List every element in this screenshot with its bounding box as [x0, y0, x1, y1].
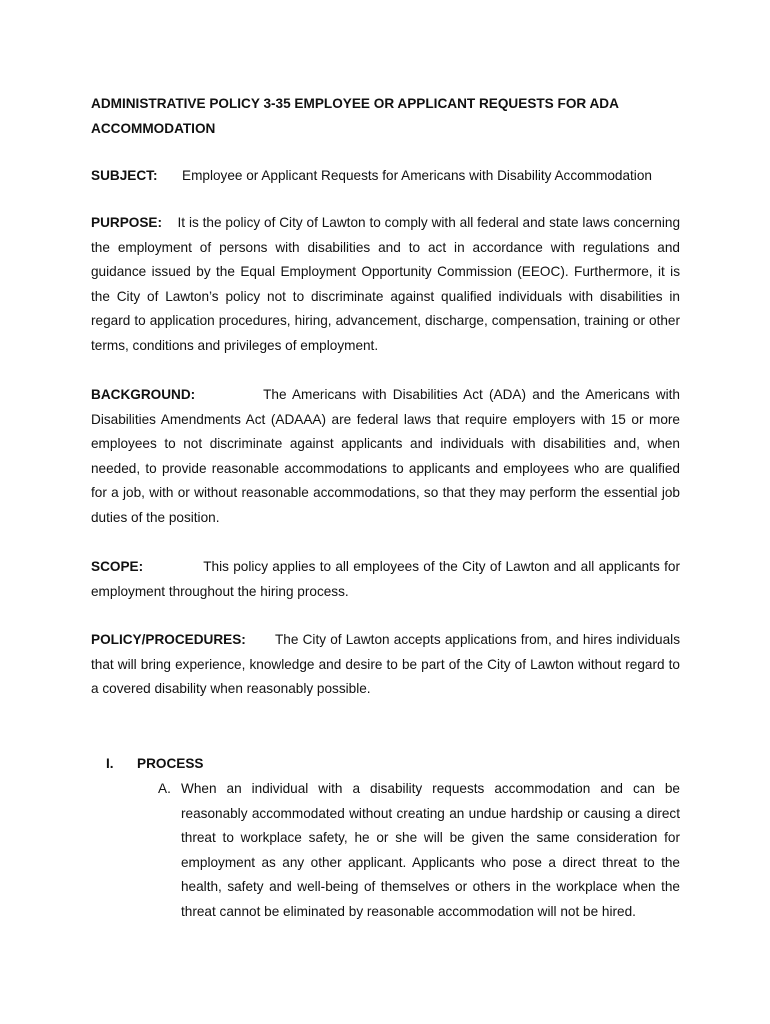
item-marker: A. [158, 781, 171, 796]
scope-section [91, 555, 680, 604]
subject-text: Employee or Applicant Requests for Americans with Disability Accommodation [182, 168, 652, 183]
scope-label: SCOPE: [91, 559, 144, 574]
policy-section [91, 628, 680, 702]
subject-label: SUBJECT: [91, 168, 158, 183]
purpose-label: PURPOSE: [91, 215, 163, 230]
subject-section [91, 164, 680, 188]
process-title: PROCESS [137, 756, 204, 771]
document-title: ADMINISTRATIVE POLICY 3-35 EMPLOYEE OR APPLICANT REQUESTS FOR ADA ACCOMMODATION [91, 96, 619, 136]
process-item-a [158, 777, 680, 925]
policy-text: The City of Lawton accepts applications from, and hires individuals that will bring experience, knowledge and desire to be part of the City of Lawton without regard to a covered disability when reasonably possible. [91, 632, 680, 697]
item-text: When an individual with a disability requests accommodation and can be reasonably accommodated without creating an undue hardship or causing a direct threat to workplace safety, he or she will be given the same consideration for employment as any other applicant. Applicants who pose a direct threat to the health, safety and well-being of themselves or others in the workplace when the threat cannot be eliminated by reasonable accommodation will not be hired. [181, 781, 680, 919]
policy-label: POLICY/PROCEDURES: [91, 632, 246, 647]
process-numeral: I. [106, 756, 114, 771]
purpose-text: It is the policy of City of Lawton to comply with all federal and state laws concerning the employment of persons with disabilities and to act in accordance with regulations and guidance issued by the Equal Employment Opportunity Commission (EEOC). Furthermore, it is the City of Lawton’s policy not to discriminate against qualified individuals with disabilities in regard to application procedures, hiring, advancement, discharge, compensation, training or other terms, conditions and privileges of employment. [91, 215, 681, 353]
background-text: The Americans with Disabilities Act (ADA) and the Americans with Disabilities Amendments Act (ADAAA) are federal laws that require employers with 15 or more employees to not discriminate against applicants and individuals with disabilities and, when needed, to provide reasonable accommodations to applicants and employees who are qualified for a job, with or without reasonable accommodations, so that they may perform the essential job duties of the position. [91, 387, 680, 525]
scope-text: This policy applies to all employees of the City of Lawton and all applicants for employment throughout the hiring process. [91, 559, 680, 599]
background-label: BACKGROUND: [91, 387, 196, 402]
purpose-section [91, 211, 680, 359]
background-section [91, 383, 680, 531]
